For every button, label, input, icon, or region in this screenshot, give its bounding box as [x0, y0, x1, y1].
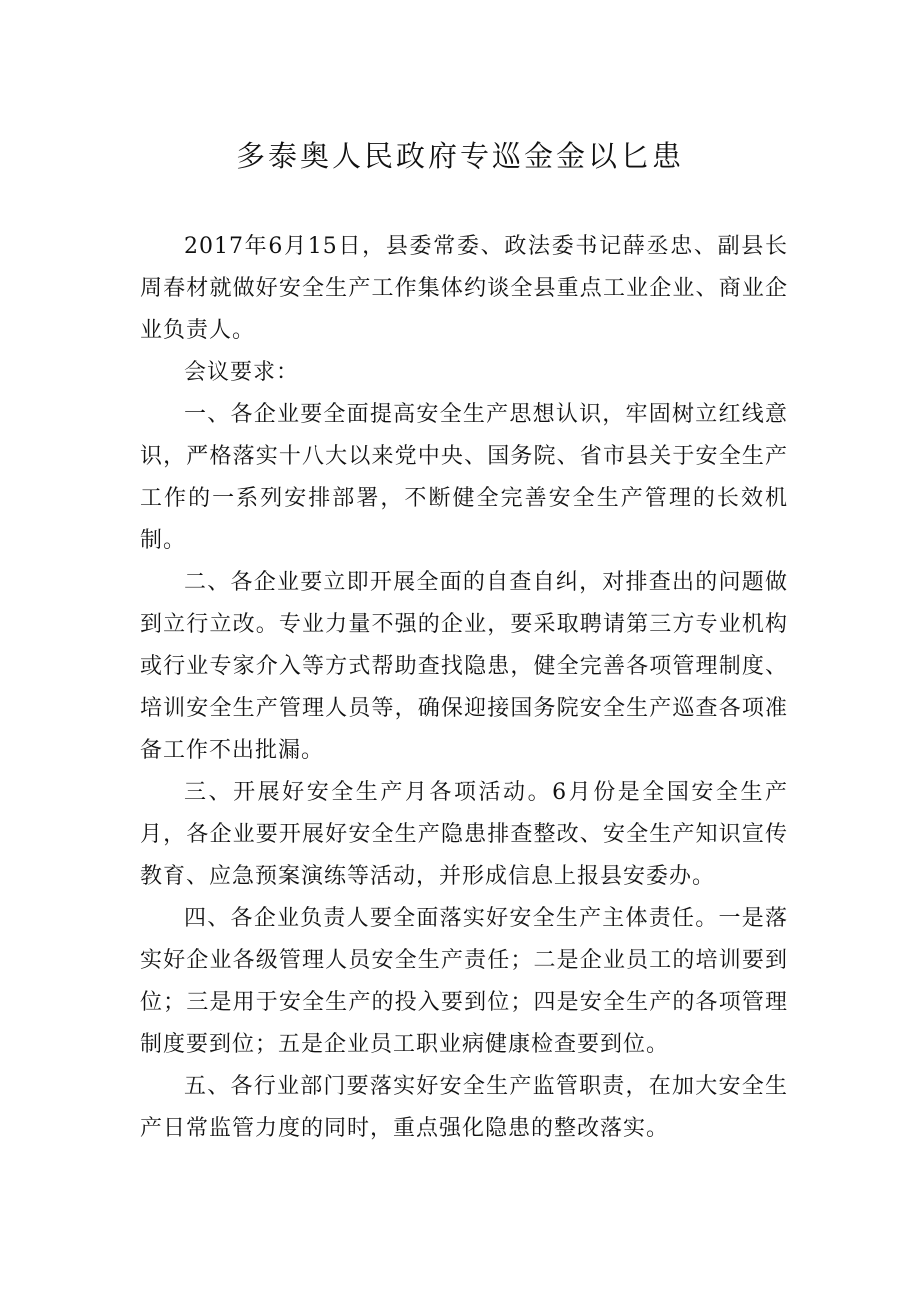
- document-body: [140, 226, 788, 1150]
- paragraph-item-3: 三、开展好安全生产月各项活动。6月份是全国安全生产月，各企业要开展好安全生产隐患排查整改、安全生产知识宣传教育、应急预案演练等活动，并形成信息上报县安委办。: [140, 780, 788, 889]
- document-title: 多泰奥人民政府专巡金金以匕患: [235, 139, 684, 173]
- paragraph-item-4: 四、各企业负责人要全面落实好安全生产主体责任。一是落实好企业各级管理人员安全生产责任；二是企业员工的培训要到位；三是用于安全生产的投入要到位；四是安全生产的各项管理制度要到位；五是企业员工职业病健康检查要到位。: [140, 906, 788, 1057]
- paragraph-intro: 2017年6月15日，县委常委、政法委书记薛丞忠、副县长周春材就做好安全生产工作集体约谈全县重点工业企业、商业企业负责人。: [140, 234, 788, 343]
- paragraph-item-5: 五、各行业部门要落实好安全生产监管职责，在加大安全生产日常监管力度的同时，重点强化隐患的整改落实。: [140, 1074, 788, 1141]
- paragraph-item-2: 二、各企业要立即开展全面的自查自纠，对排查出的问题做到立行立改。专业力量不强的企业，要采取聘请第三方专业机构或行业专家介入等方式帮助查找隐患，健全完善各项管理制度、培训安全生产管理人员等，确保迎接国务院安全生产巡查各项准备工作不出批漏。: [140, 570, 788, 763]
- paragraph-item-1: 一、各企业要全面提高安全生产思想认识，牢固树立红线意识，严格落实十八大以来党中央、国务院、省市县关于安全生产工作的一系列安排部署，不断健全完善安全生产管理的长效机制。: [140, 402, 788, 553]
- paragraph-meeting-requirements: 会议要求：: [184, 360, 300, 385]
